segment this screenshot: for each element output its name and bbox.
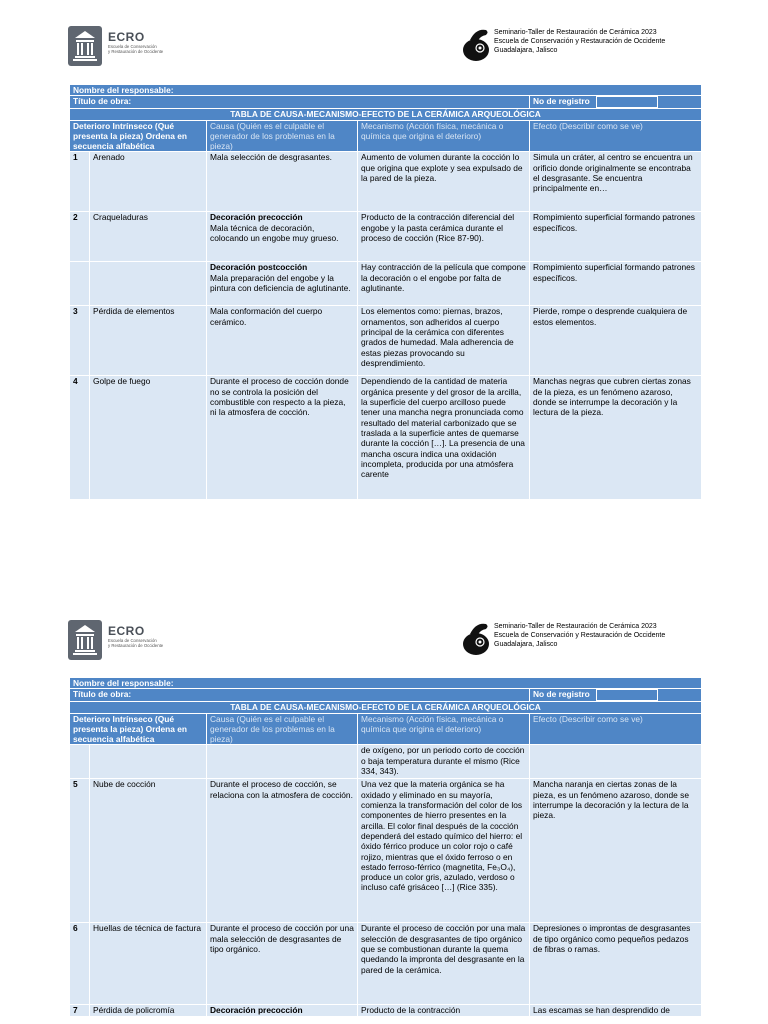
document-page-2	[0, 596, 768, 1024]
logo-title: ECRO	[108, 624, 145, 638]
col-causa: Causa (Quién es el culpable el generador de los problemas en la pieza)	[207, 713, 358, 745]
table-row	[70, 689, 702, 702]
logo-subtitle	[108, 638, 218, 648]
row-efecto: Mancha naranja en ciertas zonas de la pieza, es un fenómeno azaroso, donde se interrumpe la decoración y la lectura de la pieza.	[530, 779, 702, 923]
row-mecanismo: Los elementos como: piernas, brazos, ornamentos, son adheridos al cuerpo principal de la cerámica con diferentes grados de humedad. Mala adherencia de estas piezas provocando su desprendimiento.	[358, 306, 530, 376]
col-causa: Causa (Quién es el culpable el generador de los problemas en la pieza)	[207, 120, 358, 152]
title-label: Título de obra:	[70, 689, 530, 702]
cause-mechanism-effect-table	[69, 84, 702, 500]
table-row	[70, 306, 702, 376]
row-number	[70, 745, 90, 779]
page-header	[0, 618, 768, 678]
row-number: 5	[70, 779, 90, 923]
cause-mechanism-effect-table	[69, 677, 702, 1017]
row-deterioro: Pérdida de elementos	[90, 306, 207, 376]
logo-subtitle-line: Escuela de Conservación	[108, 44, 157, 49]
row-deterioro: Pérdida de policromía	[90, 1005, 207, 1017]
row-mecanismo: Producto de la contracción diferencial del engobe y la pasta cerámica durante el proceso de cocción (Rice 87-90).	[358, 212, 530, 262]
col-mecanismo: Mecanismo (Acción física, mecánica o química que origina el deterioro)	[358, 120, 530, 152]
row-deterioro	[90, 745, 207, 779]
row-deterioro: Golpe de fuego	[90, 376, 207, 500]
seminar-line: Escuela de Conservación y Restauración de Occidente	[494, 632, 666, 639]
row-causa: Durante el proceso de cocción, se relaciona con la atmosfera de cocción.	[207, 779, 358, 923]
row-deterioro: Nube de cocción	[90, 779, 207, 923]
row-efecto: Simula un cráter, al centro se encuentra un orificio donde originalmente se encontraba el desgrasante. Se encuentra principalmente en…	[530, 152, 702, 212]
responsable-label: Nombre del responsable:	[70, 85, 702, 96]
row-mecanismo: Hay contracción de la película que compone la decoración o el engobe por falta de aglutinante.	[358, 262, 530, 306]
col-mecanismo: Mecanismo (Acción física, mecánica o química que origina el deterioro)	[358, 713, 530, 745]
row-causa: Decoración precocción	[207, 1005, 358, 1017]
logo-subtitle	[108, 44, 218, 54]
row-deterioro	[90, 262, 207, 306]
table-row	[70, 779, 702, 923]
row-causa	[207, 212, 358, 262]
row-efecto: Rompimiento superficial formando patrones específicos.	[530, 262, 702, 306]
row-number: 4	[70, 376, 90, 500]
table-row	[70, 745, 702, 779]
building-icon	[68, 620, 102, 660]
row-mecanismo: Una vez que la materia orgánica se ha oxidado y eliminado en su mayoría, comienza la transformación del color de los componentes de hierro presentes en la arcilla. El color final después de la cocción dependerá del estado químico del hierro: el óxido férrico produce un color rojo o café rojizo, mientras que el óxido ferroso o en estado ferroso-férrico (magnetita, Fe₃O₄), produce un color gris, azulado, verdoso o incluso café grisáceo […] (Rice 335).	[358, 779, 530, 923]
logo-title: ECRO	[108, 30, 145, 44]
cause-text: Mala preparación del engobe y la pintura con deficiencia de aglutinante.	[210, 272, 351, 294]
title-label: Título de obra:	[70, 96, 530, 109]
row-causa: Durante el proceso de cocción por una mala selección de desgrasantes de tipo orgánico.	[207, 923, 358, 1005]
row-efecto: Pierde, rompe o desprende cualquiera de estos elementos.	[530, 306, 702, 376]
row-efecto: Las escamas se han desprendido de	[530, 1005, 702, 1017]
table-title: TABLA DE CAUSA-MECANISMO-EFECTO DE LA CERÁMICA ARQUEOLÓGICA	[70, 109, 702, 120]
building-icon	[68, 26, 102, 66]
row-efecto	[530, 745, 702, 779]
row-mecanismo: de oxígeno, por un periodo corto de cocción o baja temperatura durante el mismo (Rice 334, 343).	[358, 745, 530, 779]
table-row	[70, 923, 702, 1005]
row-mecanismo: Aumento de volumen durante la cocción lo que origina que explote y sea expulsado de la pared de la pieza.	[358, 152, 530, 212]
row-deterioro: Arenado	[90, 152, 207, 212]
row-causa: Durante el proceso de cocción donde no se controla la posición del combustible con respecto a la pieza, ni la atmosfera de cocción.	[207, 376, 358, 500]
table-row	[70, 702, 702, 713]
ecro-logo	[68, 618, 218, 666]
row-deterioro: Huellas de técnica de factura	[90, 923, 207, 1005]
registro-cell	[530, 96, 702, 109]
table-row	[70, 85, 702, 96]
col-efecto: Efecto (Describir como se ve)	[530, 120, 702, 152]
row-mecanismo: Durante el proceso de cocción por una mala selección de desgrasantes de tipo orgánico que se combustionan durante la quema quedando la impronta del desgrasante en la pared de la cerámica.	[358, 923, 530, 1005]
row-number: 7	[70, 1005, 90, 1017]
table-title: TABLA DE CAUSA-MECANISMO-EFECTO DE LA CERÁMICA ARQUEOLÓGICA	[70, 702, 702, 713]
seminar-info	[494, 28, 665, 55]
row-number	[70, 262, 90, 306]
ceramic-vessel-icon	[456, 24, 496, 64]
row-causa: Mala selección de desgrasantes.	[207, 152, 358, 212]
table-row	[70, 376, 702, 500]
seminar-info	[494, 622, 665, 649]
seminar-line: Escuela de Conservación y Restauración de Occidente	[494, 38, 666, 45]
seminar-line: Seminario-Taller de Restauración de Cerámica 2023	[494, 623, 657, 630]
logo-subtitle-line: Escuela de Conservación	[108, 638, 157, 643]
col-efecto: Efecto (Describir como se ve)	[530, 713, 702, 745]
row-number: 2	[70, 212, 90, 262]
seminar-line: Seminario-Taller de Restauración de Cerámica 2023	[494, 29, 657, 36]
table-row	[70, 96, 702, 109]
ceramic-vessel-icon	[456, 618, 496, 658]
row-causa	[207, 745, 358, 779]
row-deterioro: Craqueladuras	[90, 212, 207, 262]
row-number: 3	[70, 306, 90, 376]
responsable-label: Nombre del responsable:	[70, 678, 702, 689]
registro-field	[596, 689, 658, 701]
row-efecto: Depresiones o improntas de desgrasantes de tipo orgánico como pequeños pedazos de fibras o ramas.	[530, 923, 702, 1005]
cause-text: Mala técnica de decoración, colocando un engobe muy grueso.	[210, 222, 339, 244]
row-causa	[207, 262, 358, 306]
seminar-line: Guadalajara, Jalisco	[494, 641, 558, 648]
table-row	[70, 212, 702, 262]
row-mecanismo: Dependiendo de la cantidad de materia orgánica presente y del grosor de la arcilla, la superficie del cuerpo arcilloso puede tener una mancha negra pronunciada como resultado del material carbonizado que se traslada a la superficie antes de quemarse durante la cocción […]. La presencia de una mancha oscura indica una oxidación incompleta, producida por una atmósfera carente	[358, 376, 530, 500]
row-efecto: Manchas negras que cubren ciertas zonas de la pieza, es un fenómeno azaroso, donde se interrumpe la decoración y la lectura de la pieza.	[530, 376, 702, 500]
table-row	[70, 1005, 702, 1017]
col-deterioro: Deterioro Intrínseco (Qué presenta la pieza) Ordena en secuencia alfabética	[70, 120, 207, 152]
column-headers	[70, 713, 702, 745]
registro-field	[596, 96, 658, 108]
col-deterioro: Deterioro Intrínseco (Qué presenta la pieza) Ordena en secuencia alfabética	[70, 713, 207, 745]
row-number: 6	[70, 923, 90, 1005]
row-causa: Mala conformación del cuerpo cerámico.	[207, 306, 358, 376]
row-mecanismo: Producto de la contracción	[358, 1005, 530, 1017]
seminar-line: Guadalajara, Jalisco	[494, 47, 558, 54]
page-header	[0, 24, 768, 84]
registro-label: No de registro	[533, 96, 590, 107]
registro-cell	[530, 689, 702, 702]
row-number: 1	[70, 152, 90, 212]
table-row	[70, 109, 702, 120]
table-row	[70, 152, 702, 212]
row-efecto: Rompimiento superficial formando patrones específicos.	[530, 212, 702, 262]
table-row	[70, 678, 702, 689]
ecro-logo	[68, 24, 218, 72]
logo-subtitle-line: y Restauración de Occidente	[108, 49, 164, 54]
cause-title: Decoración precocción	[210, 212, 303, 223]
column-headers	[70, 120, 702, 152]
cause-title: Decoración postcocción	[210, 262, 308, 273]
logo-subtitle-line: y Restauración de Occidente	[108, 643, 164, 648]
registro-label: No de registro	[533, 689, 590, 700]
table-row	[70, 262, 702, 306]
